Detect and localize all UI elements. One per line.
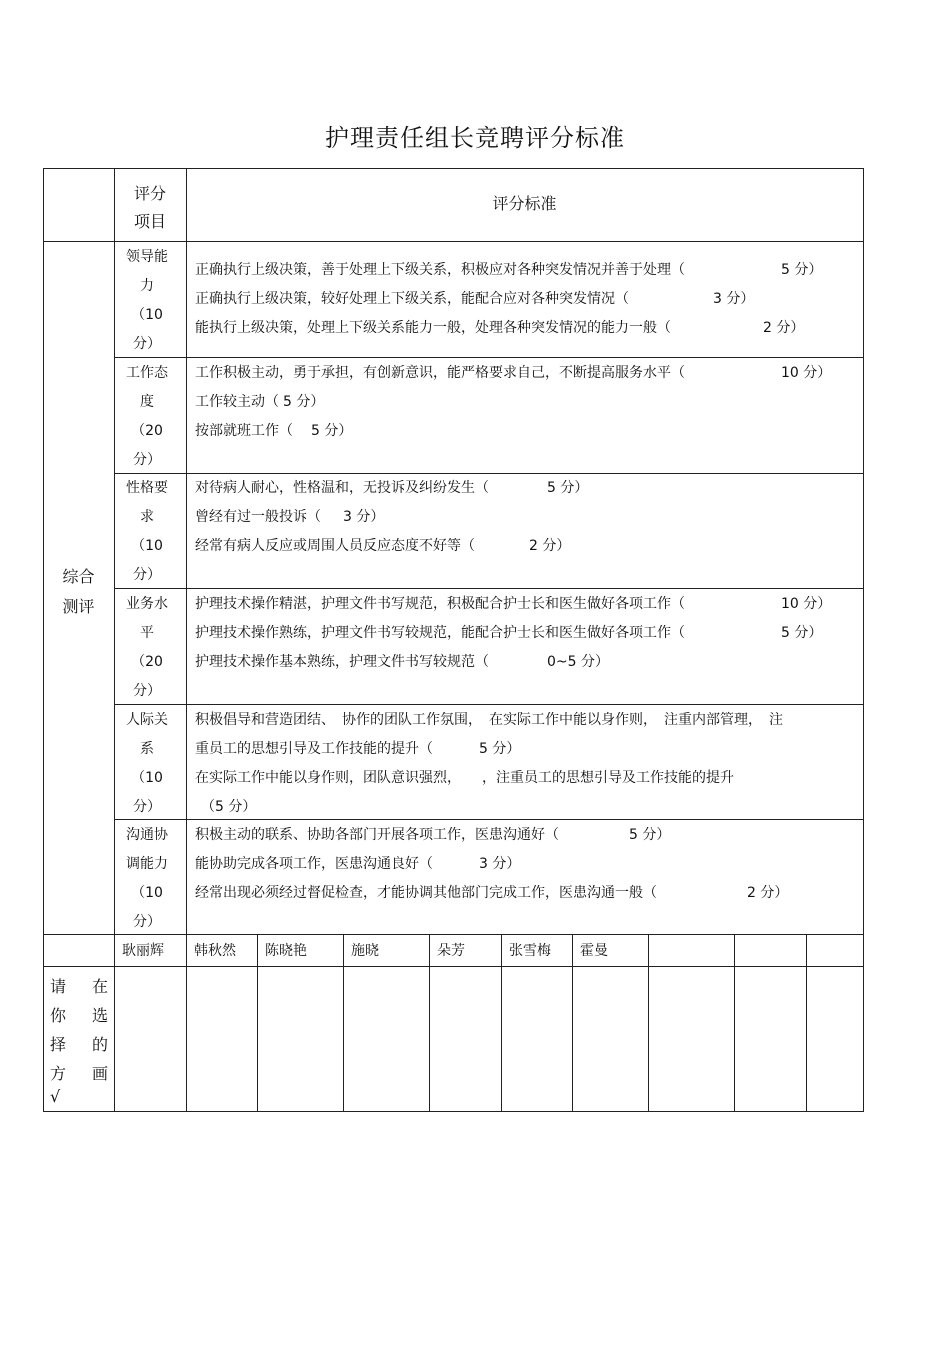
section-label-line1: 综合 bbox=[62, 567, 95, 586]
criterion-score: 3 分） bbox=[479, 856, 521, 872]
criterion-text: 积极主动的联系、协助各部门开展各项工作，医患沟通好（ bbox=[195, 827, 559, 843]
vote-row bbox=[50, 972, 108, 1001]
vote-cell[interactable] bbox=[187, 967, 257, 1111]
category-line: 求 bbox=[140, 509, 154, 525]
vote-cell[interactable] bbox=[573, 967, 648, 1111]
category-line: 度 bbox=[140, 394, 154, 410]
criterion-row bbox=[195, 879, 789, 908]
grid-line bbox=[114, 357, 864, 358]
category-line: 分） bbox=[133, 683, 161, 699]
criteria-column-header: 评分标准 bbox=[492, 194, 557, 213]
vote-char: 选 bbox=[91, 1006, 108, 1025]
criterion-text: 工作积极主动，勇于承担，有创新意识，能严格要求自己，不断提高服务水平（ bbox=[195, 365, 685, 381]
category-line: 分） bbox=[133, 336, 161, 352]
criterion-row bbox=[195, 388, 685, 417]
criterion-row bbox=[195, 256, 823, 285]
criterion-text: 按部就班工作（ bbox=[195, 423, 293, 439]
criterion-score: 10 分） bbox=[781, 596, 832, 612]
criteria-communication bbox=[195, 821, 789, 908]
criterion-text: （5 分） bbox=[201, 799, 257, 815]
check-mark: √ bbox=[50, 1087, 61, 1106]
criterion-row bbox=[195, 764, 783, 793]
criterion-row bbox=[195, 503, 489, 532]
candidate-name: 张雪梅 bbox=[509, 943, 551, 959]
category-personality bbox=[118, 474, 176, 590]
criterion-score: 5 分） bbox=[479, 741, 521, 757]
criterion-score: 3 分） bbox=[713, 291, 755, 307]
criterion-score: 2 分） bbox=[529, 538, 571, 554]
criterion-score: 2 分） bbox=[747, 885, 789, 901]
vote-cell[interactable] bbox=[430, 967, 501, 1111]
category-line: 工作态 bbox=[126, 365, 168, 381]
vote-char: 方 bbox=[50, 1064, 67, 1083]
candidate-name: 朵芳 bbox=[437, 943, 465, 959]
category-line: 系 bbox=[140, 741, 154, 757]
criteria-work-attitude bbox=[195, 359, 832, 446]
criterion-row bbox=[195, 821, 671, 850]
criterion-text: 在实际工作中能以身作则，团队意识强烈， ，注重员工的思想引导及工作技能的提升 bbox=[195, 770, 734, 786]
vote-char: 请 bbox=[50, 977, 67, 996]
criterion-text: 积极倡导和营造团结、 协作的团队工作氛围， 在实际工作中能以身作则， 注重内部管理， 注 bbox=[195, 712, 783, 728]
candidate-name: 耿丽辉 bbox=[122, 943, 164, 959]
vote-char: 画 bbox=[91, 1064, 108, 1083]
vote-cell[interactable] bbox=[344, 967, 429, 1111]
item-header-line2: 项目 bbox=[133, 212, 166, 231]
category-line: 性格要 bbox=[126, 480, 168, 496]
vote-row bbox=[50, 1059, 108, 1088]
vote-cell[interactable] bbox=[649, 967, 734, 1111]
grid-line bbox=[863, 168, 864, 1112]
criterion-score: 0~5 分） bbox=[547, 654, 609, 670]
criterion-text: 对待病人耐心，性格温和，无投诉及纠纷发生（ bbox=[195, 480, 489, 496]
grid-line bbox=[43, 168, 864, 169]
item-column-header bbox=[114, 180, 186, 236]
section-label bbox=[43, 562, 114, 622]
criterion-score: 10 分） bbox=[781, 365, 832, 381]
criterion-row bbox=[195, 619, 823, 648]
vote-char: 你 bbox=[50, 1006, 67, 1025]
category-line: （10 bbox=[131, 770, 163, 786]
criterion-text: 曾经有过一般投诉（ bbox=[195, 509, 321, 525]
criterion-row bbox=[195, 735, 783, 764]
category-professional-skill bbox=[118, 590, 176, 706]
vote-char: 在 bbox=[91, 977, 108, 996]
grid-line bbox=[43, 1111, 864, 1112]
criterion-score: 5 分） bbox=[311, 423, 353, 439]
vote-cell[interactable] bbox=[115, 967, 186, 1111]
criteria-personality bbox=[195, 474, 589, 561]
criterion-row bbox=[195, 532, 571, 561]
category-line: 沟通协 bbox=[126, 827, 168, 843]
criterion-text: 能执行上级决策，处理上下级关系能力一般，处理各种突发情况的能力一般（ bbox=[195, 320, 671, 336]
section-label-line2: 测评 bbox=[62, 597, 95, 616]
criterion-score: 3 分） bbox=[343, 509, 385, 525]
category-line: 业务水 bbox=[126, 596, 168, 612]
category-line: （20 bbox=[131, 423, 163, 439]
criterion-text: 护理技术操作基本熟练，护理文件书写较规范（ bbox=[195, 654, 489, 670]
category-line: （10 bbox=[131, 538, 163, 554]
candidate-name: 施晓 bbox=[351, 943, 379, 959]
criterion-row bbox=[195, 314, 805, 343]
category-line: 分） bbox=[133, 452, 161, 468]
criterion-text: 重员工的思想引导及工作技能的提升（ bbox=[195, 741, 433, 757]
item-header-line1: 评分 bbox=[133, 184, 166, 203]
criteria-professional-skill bbox=[195, 590, 832, 677]
vote-instruction bbox=[50, 972, 108, 1106]
vote-row bbox=[50, 1088, 108, 1106]
criteria-interpersonal bbox=[195, 706, 783, 822]
category-line: 分） bbox=[133, 567, 161, 583]
criterion-score: 2 分） bbox=[763, 320, 805, 336]
criterion-row bbox=[195, 648, 685, 677]
vote-cell[interactable] bbox=[258, 967, 343, 1111]
category-line: 领导能 bbox=[126, 249, 168, 265]
category-line: 分） bbox=[133, 799, 161, 815]
category-line: （10 bbox=[131, 885, 163, 901]
criterion-score: 5 分） bbox=[781, 625, 823, 641]
criterion-text: 护理技术操作熟练，护理文件书写较规范，能配合护士长和医生做好各项工作（ bbox=[195, 625, 685, 641]
grid-line bbox=[114, 588, 864, 589]
criterion-text: 护理技术操作精湛，护理文件书写规范，积极配合护士长和医生做好各项工作（ bbox=[195, 596, 685, 612]
criterion-row bbox=[195, 359, 832, 388]
criterion-row bbox=[195, 793, 783, 822]
vote-cell[interactable] bbox=[807, 967, 863, 1111]
page-title: 护理责任组长竞聘评分标准 bbox=[325, 124, 625, 152]
criterion-row bbox=[195, 590, 832, 619]
category-line: （20 bbox=[131, 654, 163, 670]
category-work-attitude bbox=[118, 359, 176, 475]
criterion-row bbox=[195, 706, 783, 735]
vote-char: 的 bbox=[91, 1035, 108, 1054]
category-interpersonal bbox=[118, 706, 176, 822]
criterion-row bbox=[195, 417, 685, 446]
category-line: 力 bbox=[140, 278, 154, 294]
criterion-score: 5 分） bbox=[629, 827, 671, 843]
criterion-score: 5 分） bbox=[283, 394, 325, 410]
criterion-text: 经常有病人反应或周围人员反应态度不好等（ bbox=[195, 538, 475, 554]
category-line: 平 bbox=[140, 625, 154, 641]
criterion-text: 能协助完成各项工作，医患沟通良好（ bbox=[195, 856, 433, 872]
grid-line bbox=[114, 704, 864, 705]
candidate-name: 霍曼 bbox=[580, 943, 608, 959]
criterion-row bbox=[195, 850, 657, 879]
vote-char: 择 bbox=[50, 1035, 67, 1054]
criterion-text: 正确执行上级决策，善于处理上下级关系，积极应对各种突发情况并善于处理（ bbox=[195, 262, 685, 278]
category-communication bbox=[118, 821, 176, 937]
category-line: 分） bbox=[133, 914, 161, 930]
category-line: 人际关 bbox=[126, 712, 168, 728]
criterion-text: 经常出现必须经过督促检查，才能协调其他部门完成工作，医患沟通一般（ bbox=[195, 885, 657, 901]
vote-cell[interactable] bbox=[502, 967, 572, 1111]
criterion-row bbox=[195, 474, 589, 503]
category-line: 调能力 bbox=[126, 856, 168, 872]
grid-line bbox=[43, 241, 864, 242]
criterion-text: 正确执行上级决策，较好处理上下级关系，能配合应对各种突发情况（ bbox=[195, 291, 629, 307]
criterion-score: 5 分） bbox=[781, 262, 823, 278]
candidate-name: 陈晓艳 bbox=[265, 943, 307, 959]
candidate-name: 韩秋然 bbox=[194, 943, 236, 959]
grid-line bbox=[43, 168, 44, 1112]
criterion-score: 5 分） bbox=[547, 480, 589, 496]
category-leadership bbox=[118, 243, 176, 359]
category-line: （10 bbox=[131, 307, 163, 323]
criterion-row bbox=[195, 285, 755, 314]
vote-row bbox=[50, 1030, 108, 1059]
criteria-leadership bbox=[195, 256, 823, 343]
vote-cell[interactable] bbox=[735, 967, 806, 1111]
criterion-text: 工作较主动（ bbox=[195, 394, 279, 410]
vote-row bbox=[50, 1001, 108, 1030]
